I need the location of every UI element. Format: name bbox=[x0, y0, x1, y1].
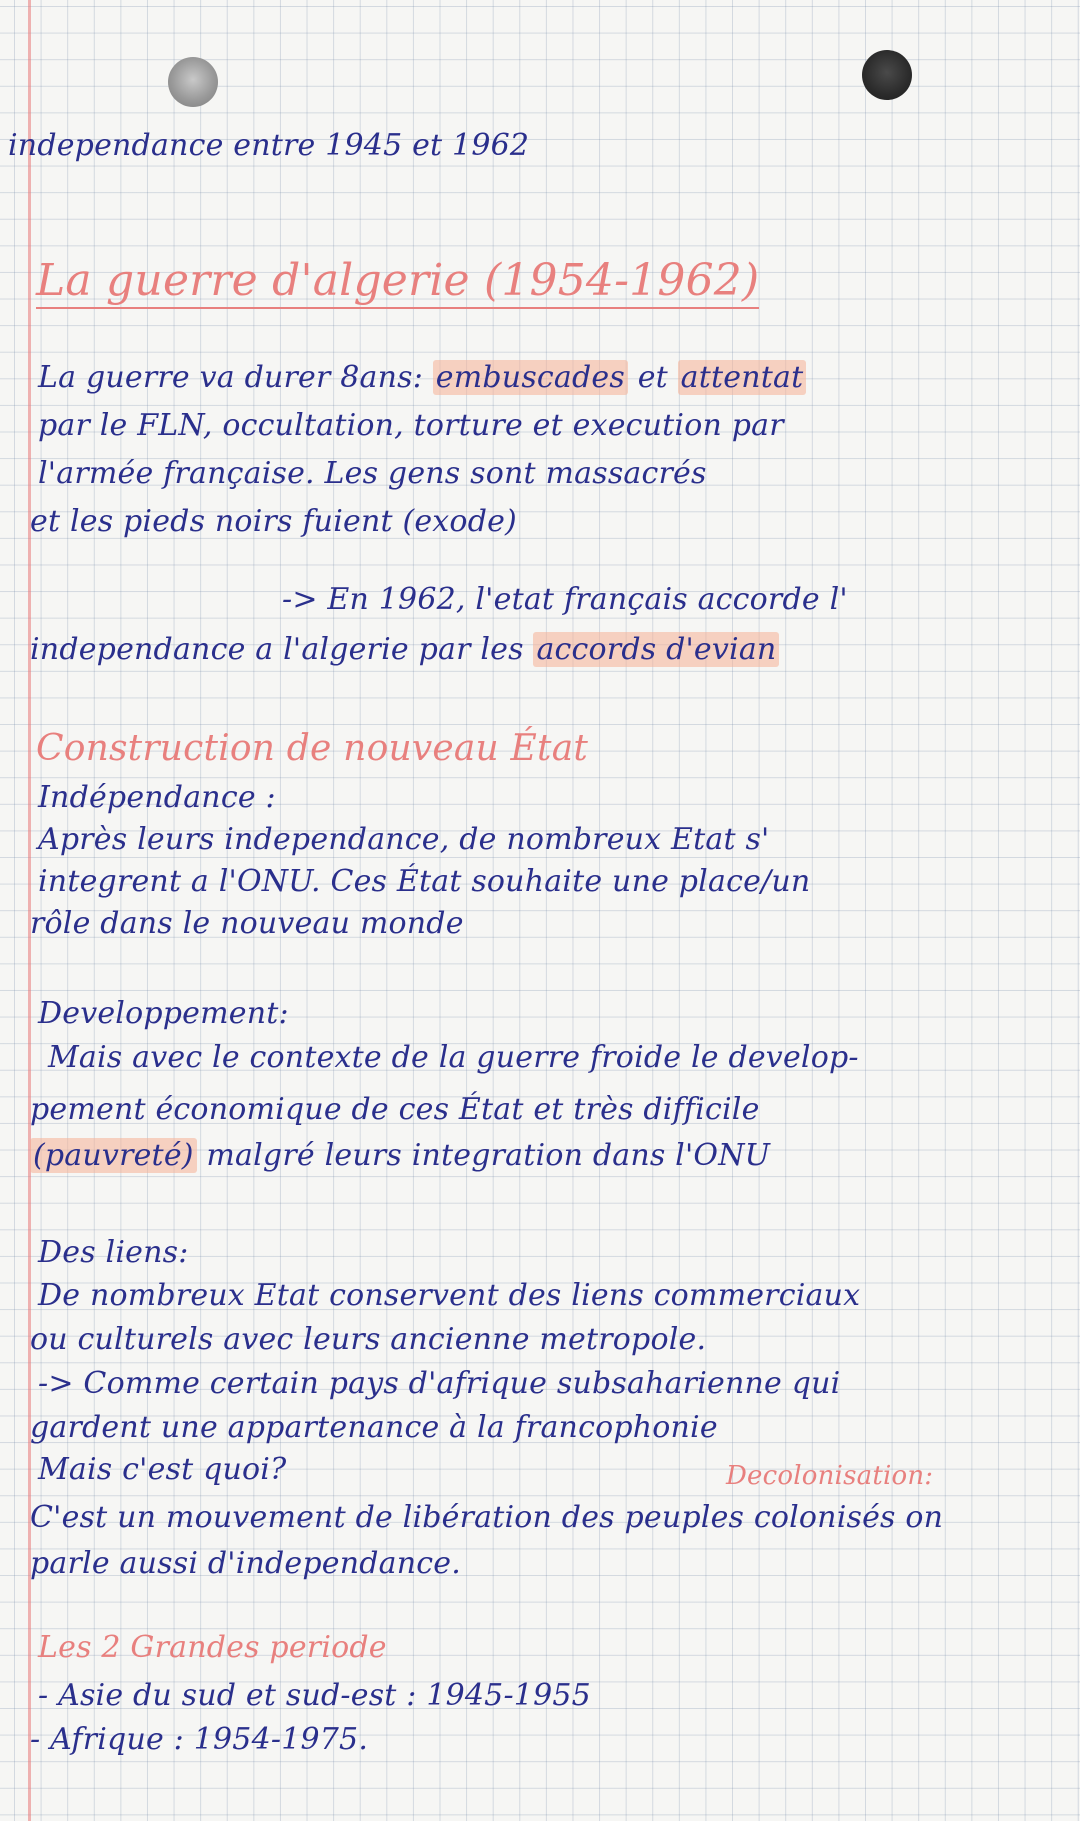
highlight: (pauvreté) bbox=[30, 1138, 197, 1173]
paragraph-line: integrent a l'ONU. Ces État souhaite une place/un bbox=[38, 864, 811, 899]
highlight: attentat bbox=[678, 360, 807, 395]
text-fragment: malgré leurs integration dans l'ONU bbox=[196, 1138, 771, 1173]
subheading-independance: Indépendance : bbox=[38, 780, 276, 815]
highlight: embuscades bbox=[433, 360, 628, 395]
section-title-algeria-war: La guerre d'algerie (1954-1962) bbox=[36, 255, 759, 309]
paragraph-line: gardent une appartenance à la francophonie bbox=[30, 1410, 718, 1445]
paragraph-line: -> En 1962, l'etat français accorde l' bbox=[282, 582, 848, 617]
question-line: Mais c'est quoi? bbox=[38, 1452, 287, 1487]
subheading-liens: Des liens: bbox=[38, 1235, 189, 1270]
paragraph-line: C'est un mouvement de libération des peuples colonisés on bbox=[30, 1500, 944, 1535]
paragraph-line bbox=[30, 632, 779, 668]
paragraph-line: l'armée française. Les gens sont massacrés bbox=[38, 456, 707, 491]
binder-hole-left bbox=[168, 57, 218, 107]
paragraph-line: De nombreux Etat conservent des liens commerciaux bbox=[38, 1278, 861, 1313]
paragraph-line: -> Comme certain pays d'afrique subsaharienne qui bbox=[38, 1366, 841, 1401]
text-fragment: et bbox=[627, 360, 678, 395]
section-title-periods: Les 2 Grandes periode bbox=[38, 1630, 387, 1665]
label-decolonisation: Decolonisation: bbox=[726, 1461, 934, 1491]
paragraph-line: pement économique de ces État et très difficile bbox=[30, 1092, 760, 1127]
paragraph-line: parle aussi d'independance. bbox=[30, 1546, 461, 1581]
paragraph-line: ou culturels avec leurs ancienne metropole. bbox=[30, 1322, 707, 1357]
period-item: - Afrique : 1954-1975. bbox=[30, 1722, 369, 1757]
period-item: - Asie du sud et sud-est : 1945-1955 bbox=[38, 1678, 591, 1713]
paragraph-line: rôle dans le nouveau monde bbox=[30, 906, 464, 941]
subheading-developpement: Developpement: bbox=[38, 996, 289, 1031]
paragraph-line: Après leurs independance, de nombreux Etat s' bbox=[38, 822, 770, 857]
highlight: accords d'evian bbox=[533, 632, 779, 667]
text-fragment: independance a l'algerie par les bbox=[30, 632, 534, 667]
paragraph-line bbox=[30, 1138, 770, 1174]
paragraph-line: Mais avec le contexte de la guerre froide le develop- bbox=[48, 1040, 859, 1075]
paragraph-line: et les pieds noirs fuient (exode) bbox=[30, 504, 517, 539]
paragraph-line: par le FLN, occultation, torture et execution par bbox=[38, 408, 784, 443]
paragraph-line bbox=[38, 360, 806, 396]
section-title-construction: Construction de nouveau État bbox=[36, 728, 589, 769]
text-fragment: La guerre va durer 8ans: bbox=[38, 360, 433, 395]
intro-line: independance entre 1945 et 1962 bbox=[8, 128, 530, 163]
binder-hole-right bbox=[862, 50, 912, 100]
